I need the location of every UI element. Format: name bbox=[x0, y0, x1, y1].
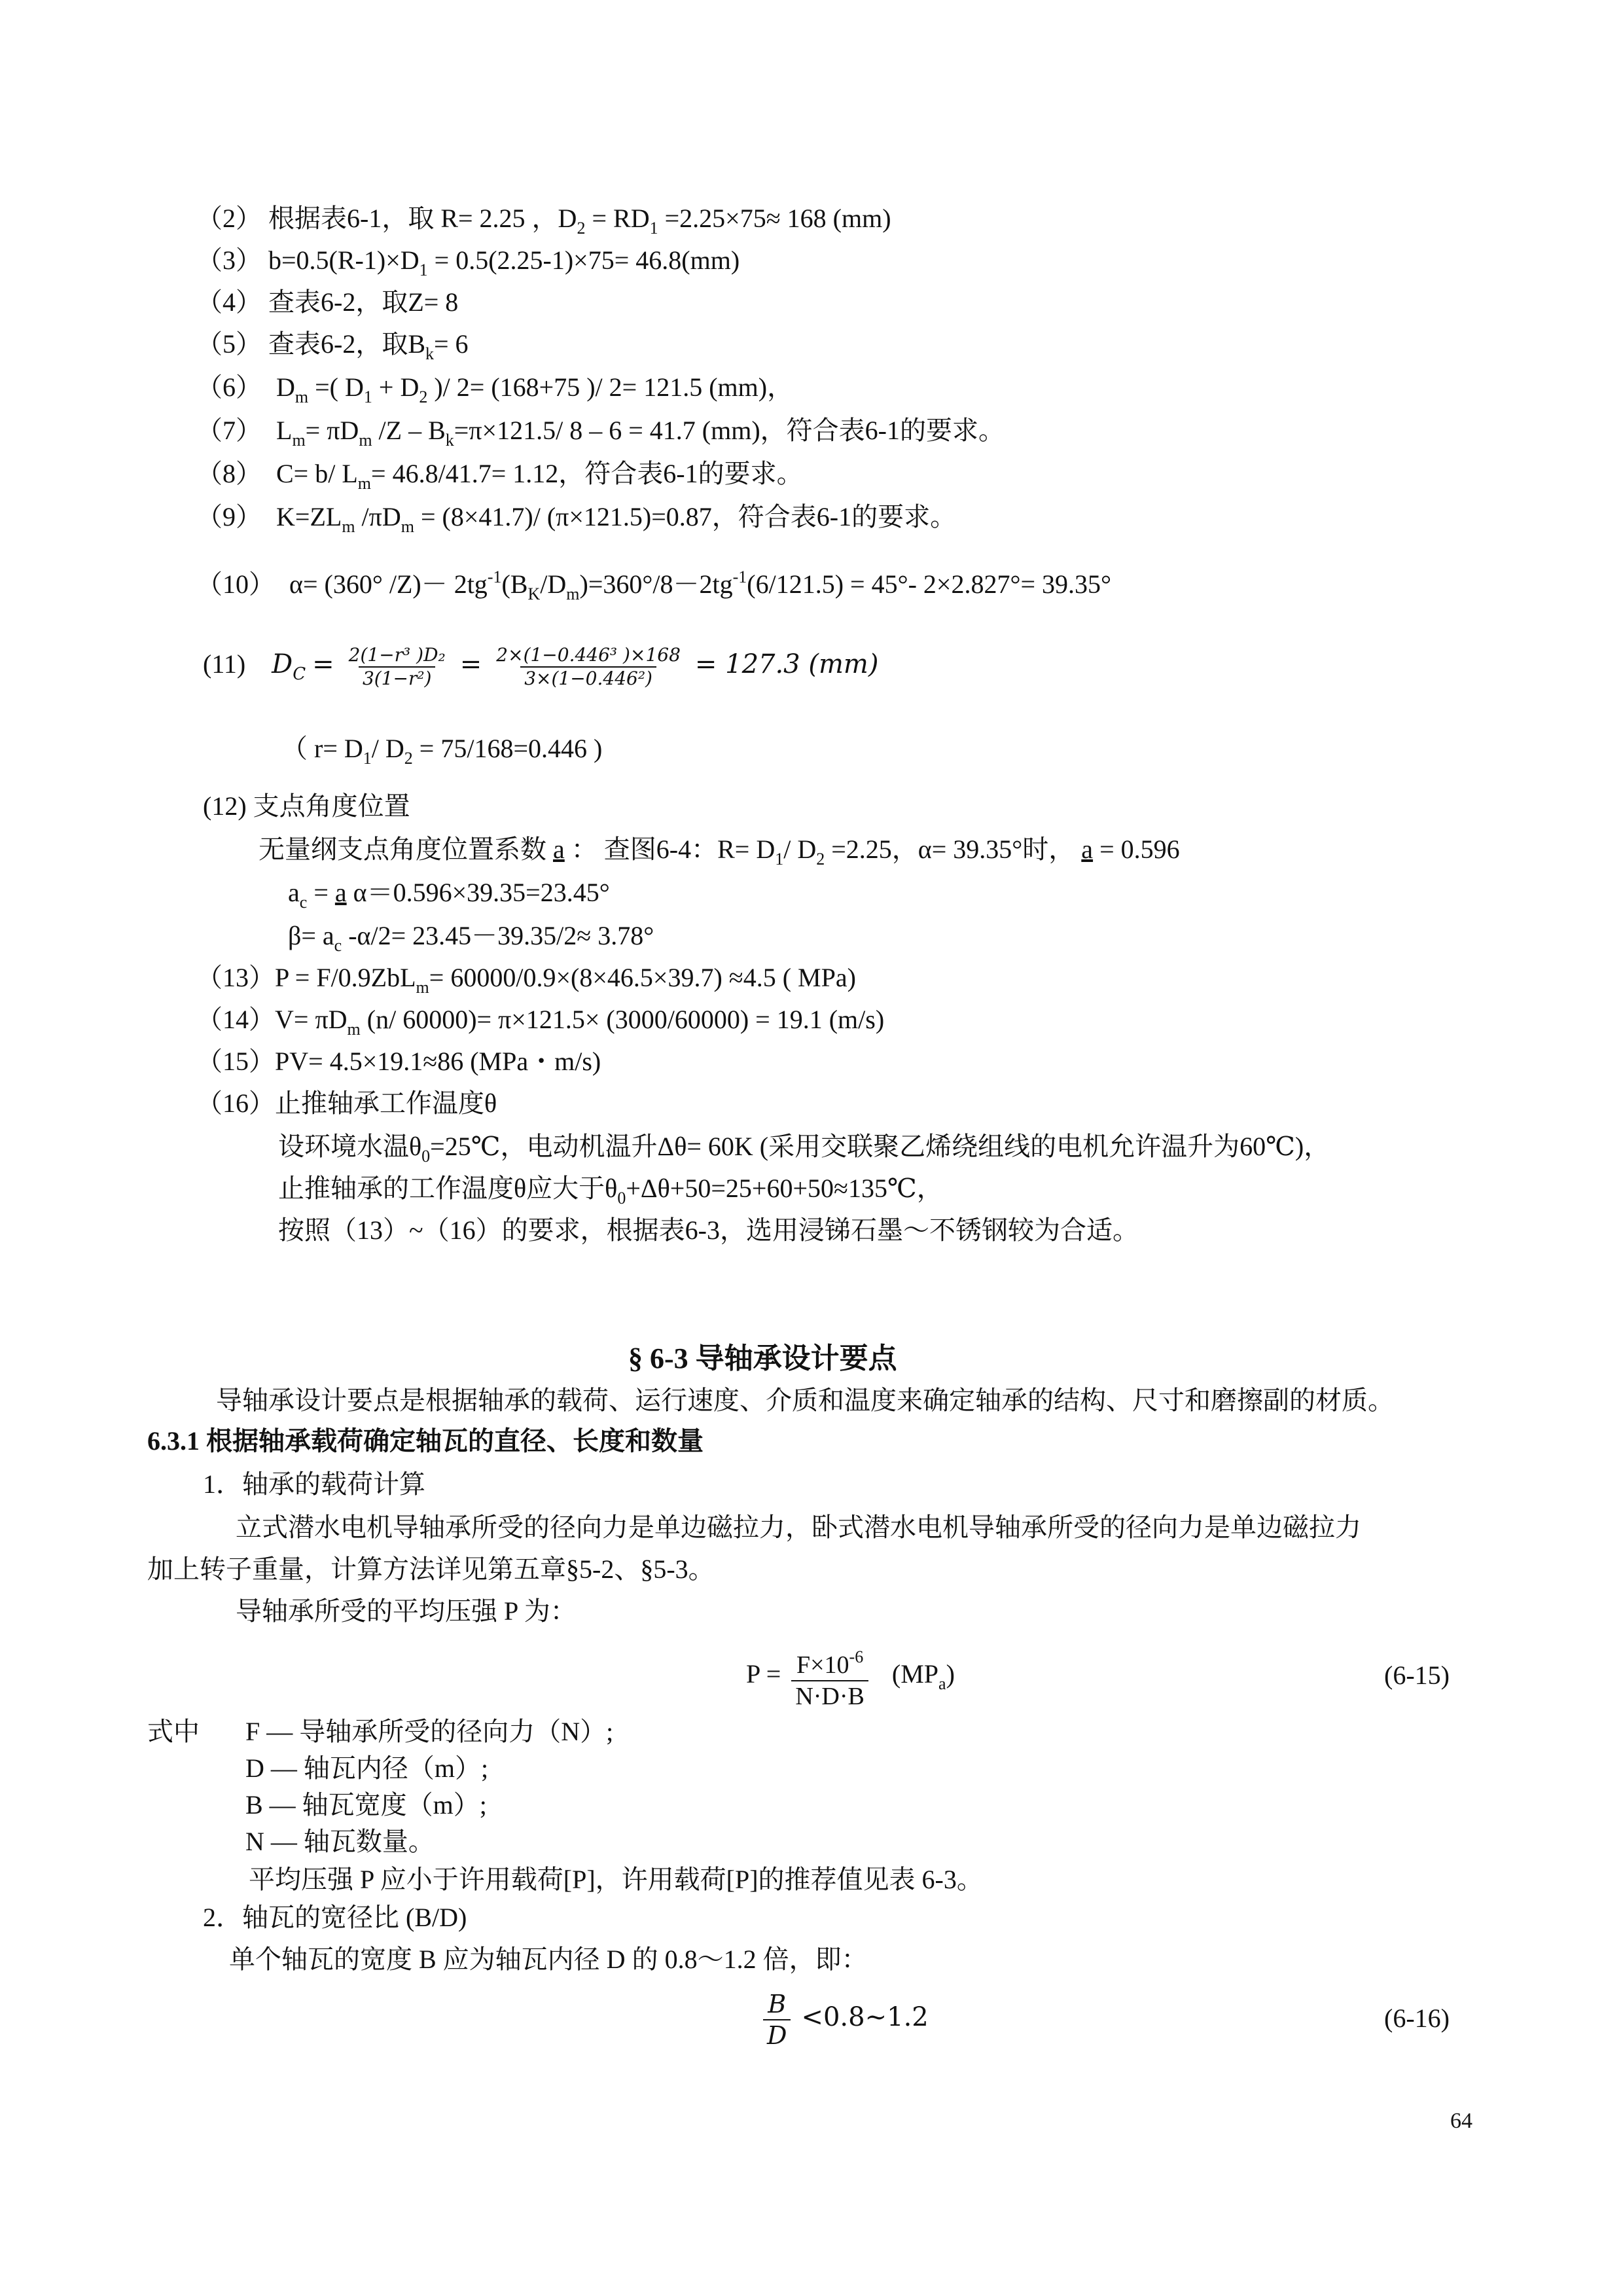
r-note: （ $r= D_1/$ $D_2 = 75/168=0.446$ ) bbox=[281, 734, 603, 768]
where-label: 式中 bbox=[147, 1717, 200, 1746]
paragraph-2: 导轴承所受的平均压强 P 为： bbox=[236, 1596, 577, 1626]
step-13: （13）P = F/0.9ZbL$_m$= 60000/0.9×(8×46.5×39.7) ≈4.5 ( MPa) bbox=[196, 963, 856, 997]
definition-B: B — 轴瓦宽度（m）; bbox=[245, 1790, 487, 1820]
step-16-line-3: 按照（13）~（16）的要求，根据表6-3，选用浸锑石墨～不锈钢较为合适。 bbox=[278, 1215, 1139, 1245]
item-2-title: 2．轴瓦的宽径比 (B/D) bbox=[203, 1903, 467, 1932]
step-3: （3） $b=0.5(R-1)\times D_1 = 0.5(2.25-1)\times 75= 46.8(mm)$ bbox=[196, 245, 740, 279]
step-16-line-2: 止推轴承的工作温度θ应大于$\theta_0+\Delta\theta+50=25+60+50\approx 135℃$， bbox=[278, 1174, 943, 1208]
definition-F: F — 导轴承所受的径向力（N）; bbox=[245, 1717, 614, 1746]
step-2: （2） 根据表6-1，取 R= 2.25 ，$D_2 = RD_1 =2.25\times 75\approx 168$ (mm) bbox=[196, 204, 891, 238]
paragraph-3: 平均压强 P 应小于许用载荷[P]，许用载荷[P]的推荐值见表 6-3。 bbox=[249, 1865, 983, 1894]
page-number: 64 bbox=[1450, 2109, 1472, 2133]
step-9: （9） $K=ZL_m$ $/\pi D_m = (8\times 41.7)/$ (π×121.5)=0.87，符合表6-1的要求。 bbox=[196, 502, 957, 536]
section-title: § 6-3 导轴承设计要点 bbox=[628, 1342, 897, 1374]
step-5: （5） 查表6-2，取$B_k= 6$ bbox=[196, 329, 469, 363]
step-16-line-1: 设环境水温$\theta_0=25℃$，电动机温升Δθ= 60K (采用交联聚乙烯绕组线的电机允许温升为60℃)， bbox=[278, 1132, 1330, 1166]
equation-6-15-fraction: $\frac{F\times 10^{-6}}{N\cdot D\cdot B}$ bbox=[791, 1642, 868, 1712]
step-12-line-1: 无量纲支点角度位置系数 a ： 查图6-4：$R= D_1/$ $D_2 =2.25$，α= 39.35°时， a = 0.596 bbox=[259, 834, 1180, 869]
equation-6-15: P = $\frac{F\times 10^{-6}}{N\cdot D\cdot B}$ $(MP_a)$ bbox=[746, 1641, 955, 1717]
paragraph-1-line-1: 立式潜水电机导轴承所受的径向力是单边磁拉力，卧式潜水电机导轴承所受的径向力是单边磁拉力 bbox=[236, 1513, 1361, 1542]
step-15: （15）PV= 4.5×19.1≈86 (MPa・m/s) bbox=[196, 1047, 601, 1076]
definition-D: D — 轴瓦内径（m）; bbox=[245, 1753, 489, 1783]
subsection-title: 6.3.1 根据轴承载荷确定轴瓦的直径、长度和数量 bbox=[147, 1426, 704, 1456]
equation-6-16-fraction: $\frac{B}{D}$ bbox=[763, 1989, 791, 2051]
step-8: （8） C= b/ $L_m= 46.8/41.7= 1.12$，符合表6-1的要求。 bbox=[196, 459, 803, 493]
step-11: (11) $D_C$ = $\frac{\text{2(1−r³ )D₂}}{\text{3(1−r²)}}$ = $\frac{\text{2×(1−0.446³ )×168}}{\text{3×(1−0.446²)}}$ = 127.3 (mm) bbox=[203, 643, 879, 689]
step-10: （10） α= (360° $/Z)- 2tg^{-1}(B_K/D_m)=360^\circ/8-2tg^{-1}(6/121.5) = 45^\circ-$ 2×2.827°= 39.35° bbox=[196, 567, 1112, 603]
paragraph-1-line-2: 加上转子重量，计算方法详见第五章§5-2、§5-3。 bbox=[147, 1554, 715, 1584]
step-4: （4） 查表6-2，取Z= 8 bbox=[196, 287, 459, 317]
paragraph-4: 单个轴瓦的宽度 B 应为轴瓦内径 D 的 0.8～1.2 倍，即： bbox=[229, 1945, 868, 1974]
step-12-line-3: $\beta= a_c$ -α/2= 23.45－39.35/2≈ 3.78° bbox=[288, 921, 654, 955]
step-6: （6） $D_m$ =( $D_1 + D_2$ )/ 2= (168+75 )/ 2= 121.5 (mm)， bbox=[196, 372, 794, 406]
section-intro: 导轴承设计要点是根据轴承的载荷、运行速度、介质和温度来确定轴承的结构、尺寸和磨擦副的材质。 bbox=[216, 1386, 1394, 1415]
item-1-title: 1．轴承的载荷计算 bbox=[203, 1469, 425, 1499]
equation-6-16: $\frac{B}{D}$ <0.8~1.2 bbox=[759, 1984, 929, 2051]
step-14: $(14)V= \pi D_m$ (n/ 60000)= π×121.5× (3000/60000) = 19.1 (m/s) bbox=[196, 1005, 885, 1039]
fraction-1: $\frac{\text{2(1−r³ )D₂}}{\text{3(1−r²)}}$ bbox=[348, 643, 446, 689]
step-16: （16）止推轴承工作温度θ bbox=[196, 1088, 497, 1118]
definition-N: N — 轴瓦数量。 bbox=[245, 1827, 435, 1856]
equation-6-15-label: (6-15) bbox=[1384, 1660, 1450, 1690]
step-12-line-2: $a_c = a$ α＝0.596×39.35=23.45° bbox=[288, 878, 610, 912]
step-7: （7） $L_m= \pi D_m$ $/Z - B_k=\pi\times 121.5/$ 8 – 6 = 41.7 (mm)，符合表6-1的要求。 bbox=[196, 416, 1005, 450]
step-12: (12) 支点角度位置 bbox=[203, 791, 410, 821]
fraction-2: $\frac{\text{2×(1−0.446³ )×168}}{\text{3×(1−0.446²)}}$ bbox=[496, 643, 681, 689]
equation-6-16-label: (6-16) bbox=[1384, 2003, 1450, 2033]
